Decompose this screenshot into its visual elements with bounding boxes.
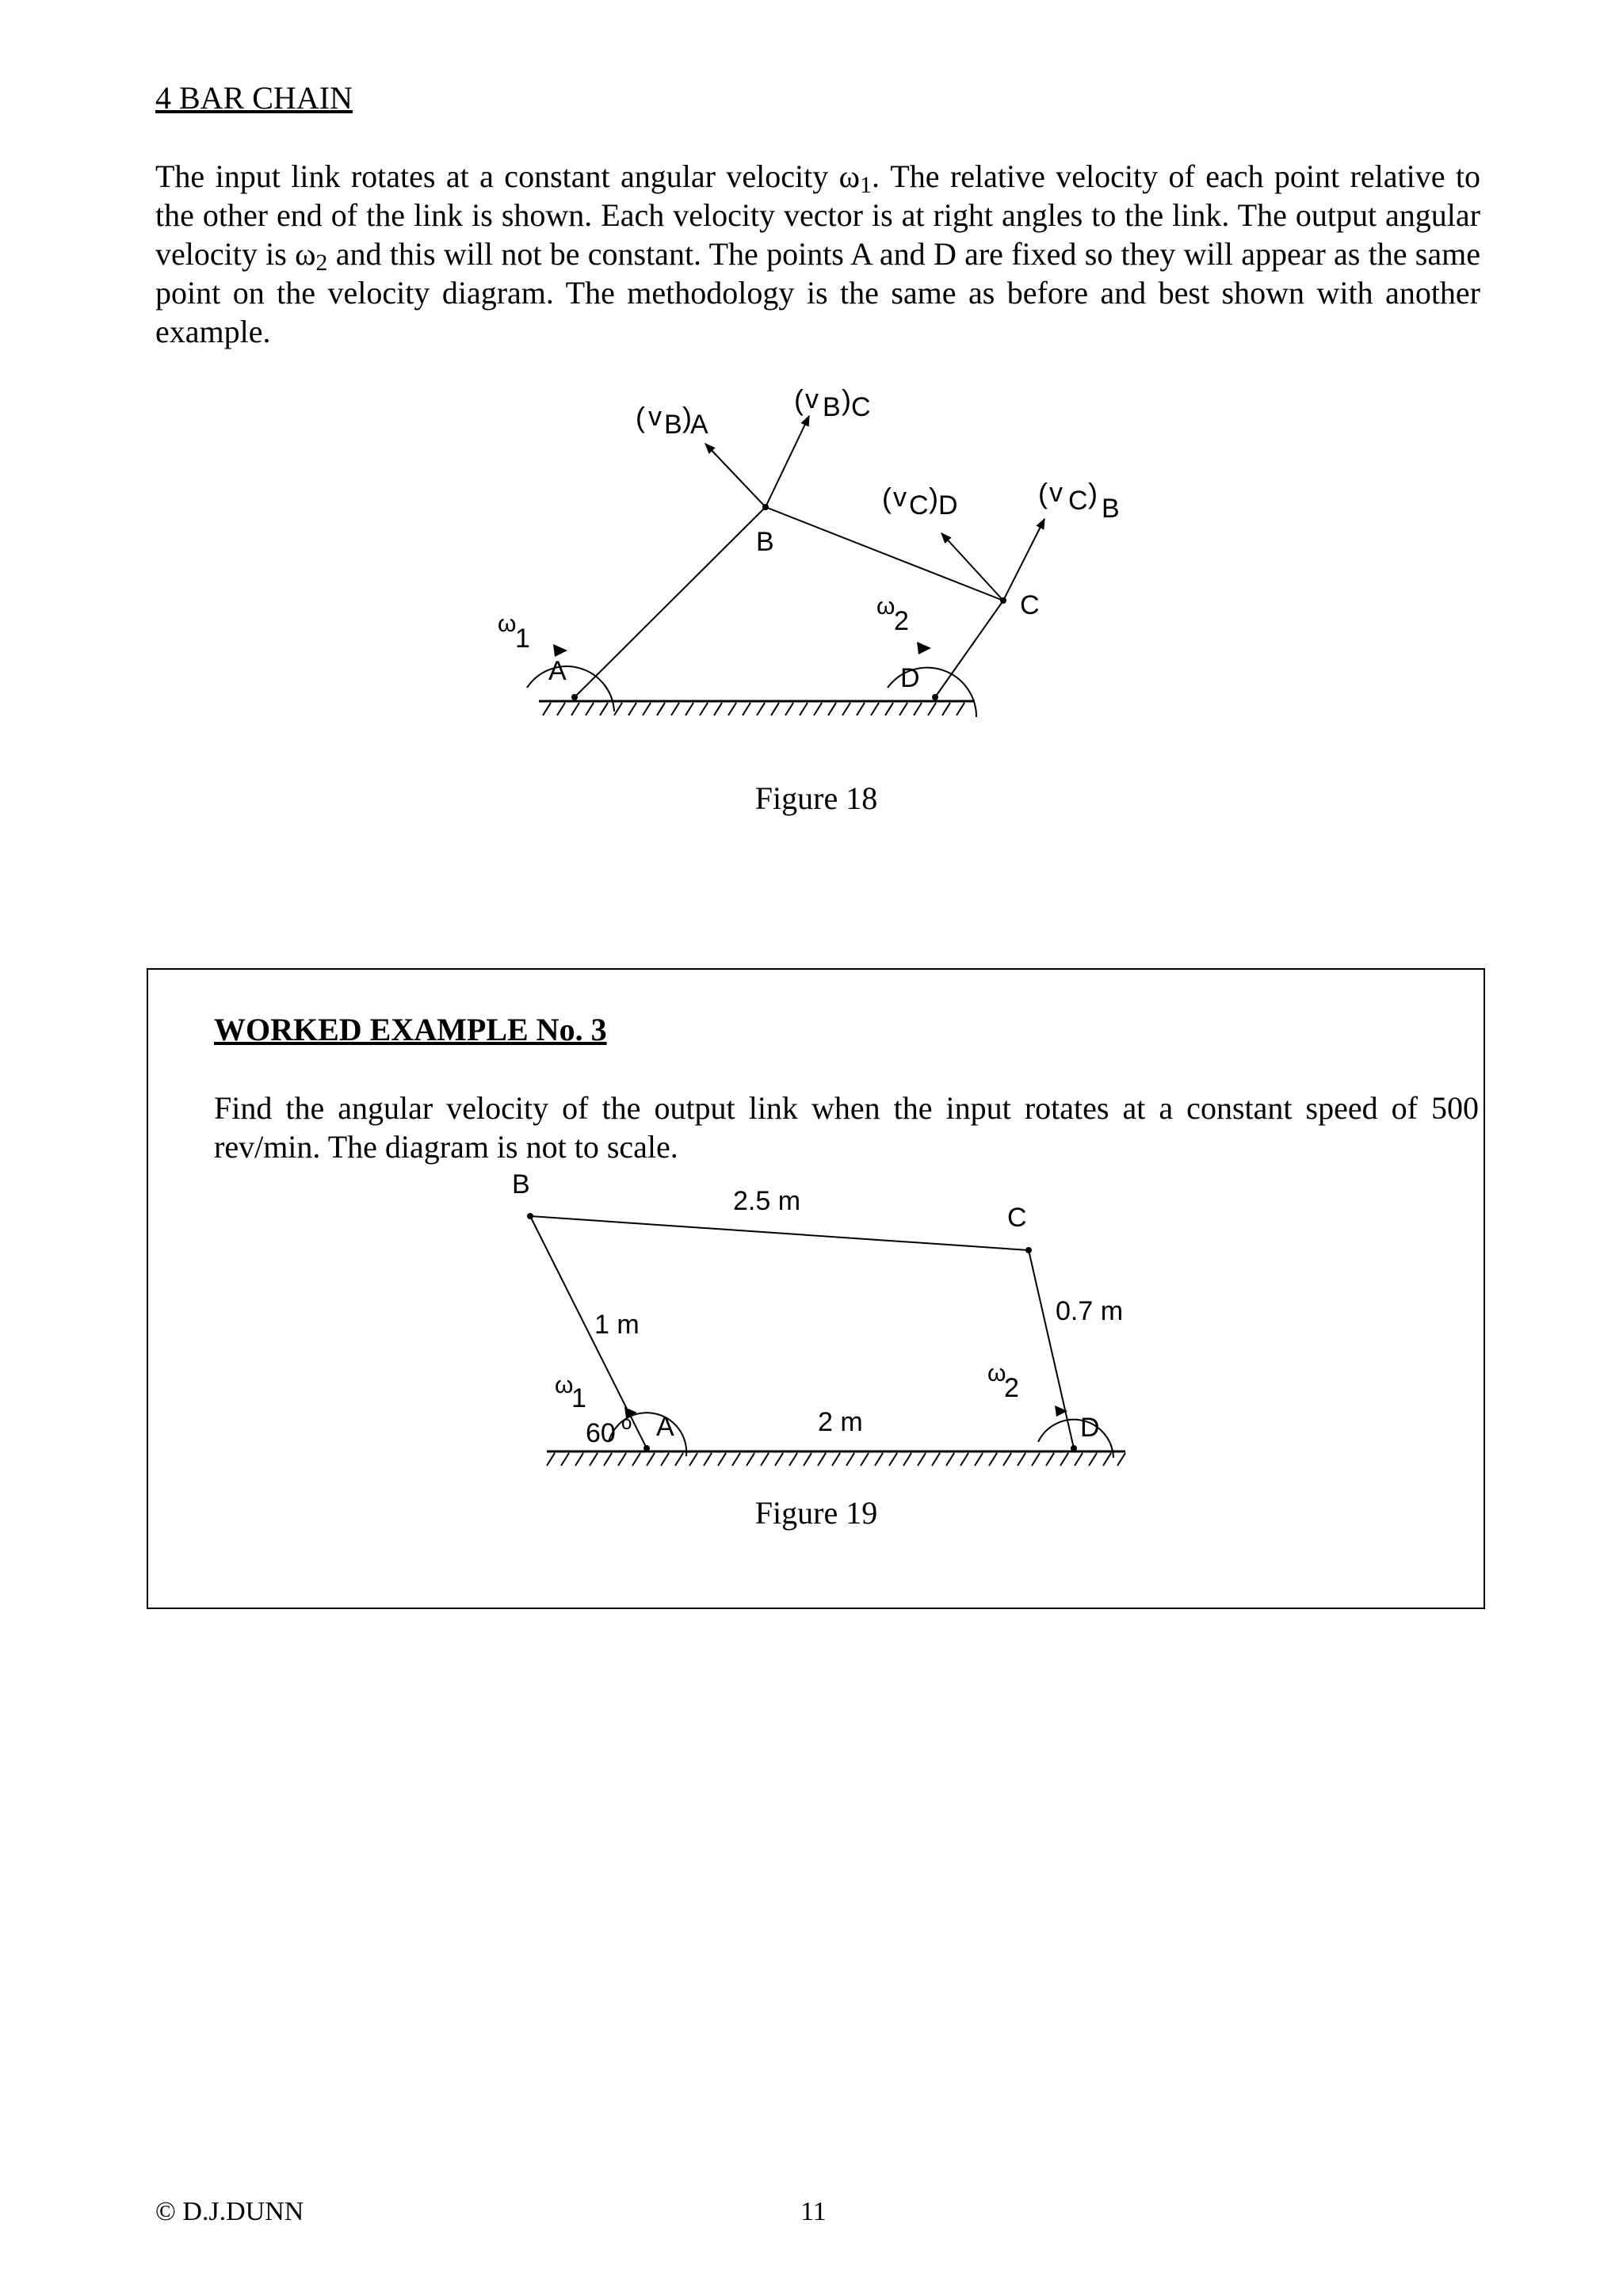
svg-text:B: B: [664, 410, 682, 440]
svg-text:A: A: [690, 410, 708, 440]
svg-text:2 m: 2 m: [818, 1407, 863, 1437]
svg-text:B: B: [1102, 494, 1120, 524]
svg-text:(: (: [794, 383, 804, 416]
svg-text:(: (: [636, 401, 645, 433]
svg-text:0.7 m: 0.7 m: [1056, 1296, 1124, 1326]
svg-text:A: A: [548, 656, 567, 686]
svg-text:ω: ω: [987, 1360, 1006, 1386]
svg-text:o: o: [621, 1413, 632, 1434]
svg-text:D: D: [900, 663, 920, 693]
intro-paragraph: The input link rotates at a constant angular velocity $\omega_1$. The relative velocity of each point relative to the other end of the link is shown. Each velocity vector is at right angles to the link. The output angular velocity is $\omega_2$ and this will not be constant. The points A and D are fixed so they will appear as the same point on the velocity diagram. The methodology is the same as before and best shown with another example.: [155, 158, 1480, 349]
svg-text:ω: ω: [498, 611, 517, 637]
footer-page-number: 11: [800, 2197, 827, 2226]
svg-text:60: 60: [586, 1418, 616, 1448]
worked-example-title: WORKED EXAMPLE No. 3: [214, 1012, 607, 1047]
svg-text:2: 2: [1004, 1373, 1019, 1403]
figure-18-diagram: [468, 353, 1165, 780]
svg-text:v: v: [805, 384, 819, 414]
svg-text:C: C: [1020, 590, 1040, 620]
section-heading: 4 BAR CHAIN: [155, 80, 353, 116]
svg-text:2.5 m: 2.5 m: [733, 1186, 801, 1216]
svg-text:(: (: [882, 482, 892, 514]
svg-text:ω: ω: [555, 1372, 574, 1398]
svg-text:C: C: [1068, 486, 1088, 516]
svg-text:v: v: [893, 482, 907, 513]
footer-copyright: © D.J.DUNN: [155, 2197, 304, 2226]
svg-text:C: C: [851, 392, 871, 422]
svg-text:1: 1: [571, 1383, 586, 1413]
svg-text:): ): [1088, 477, 1098, 509]
svg-text:A: A: [656, 1412, 674, 1442]
svg-text:B: B: [512, 1169, 530, 1199]
svg-text:D: D: [1080, 1413, 1100, 1443]
svg-text:1 m: 1 m: [594, 1310, 640, 1340]
svg-text:): ): [682, 401, 692, 433]
svg-text:2: 2: [894, 606, 909, 636]
svg-text:C: C: [909, 490, 929, 521]
figure-18-caption: Figure 18: [754, 780, 878, 816]
svg-text:B: B: [756, 527, 774, 557]
svg-text:1: 1: [515, 624, 530, 654]
svg-text:v: v: [648, 402, 662, 432]
worked-example-text: Find the angular velocity of the output link when the input rotates at a constant speed of 500 rev/min. The diagram is not to scale.: [214, 1090, 1479, 1165]
svg-text:D: D: [938, 490, 958, 521]
svg-text:): ): [842, 383, 851, 416]
svg-text:ω: ω: [876, 593, 896, 620]
svg-text:B: B: [823, 392, 841, 422]
figure-19-diagram: [475, 1165, 1149, 1497]
svg-text:v: v: [1049, 478, 1063, 508]
figure-19-caption: Figure 19: [754, 1495, 878, 1531]
svg-text:): ): [929, 482, 938, 514]
svg-text:(: (: [1038, 477, 1048, 509]
svg-text:C: C: [1007, 1203, 1027, 1233]
